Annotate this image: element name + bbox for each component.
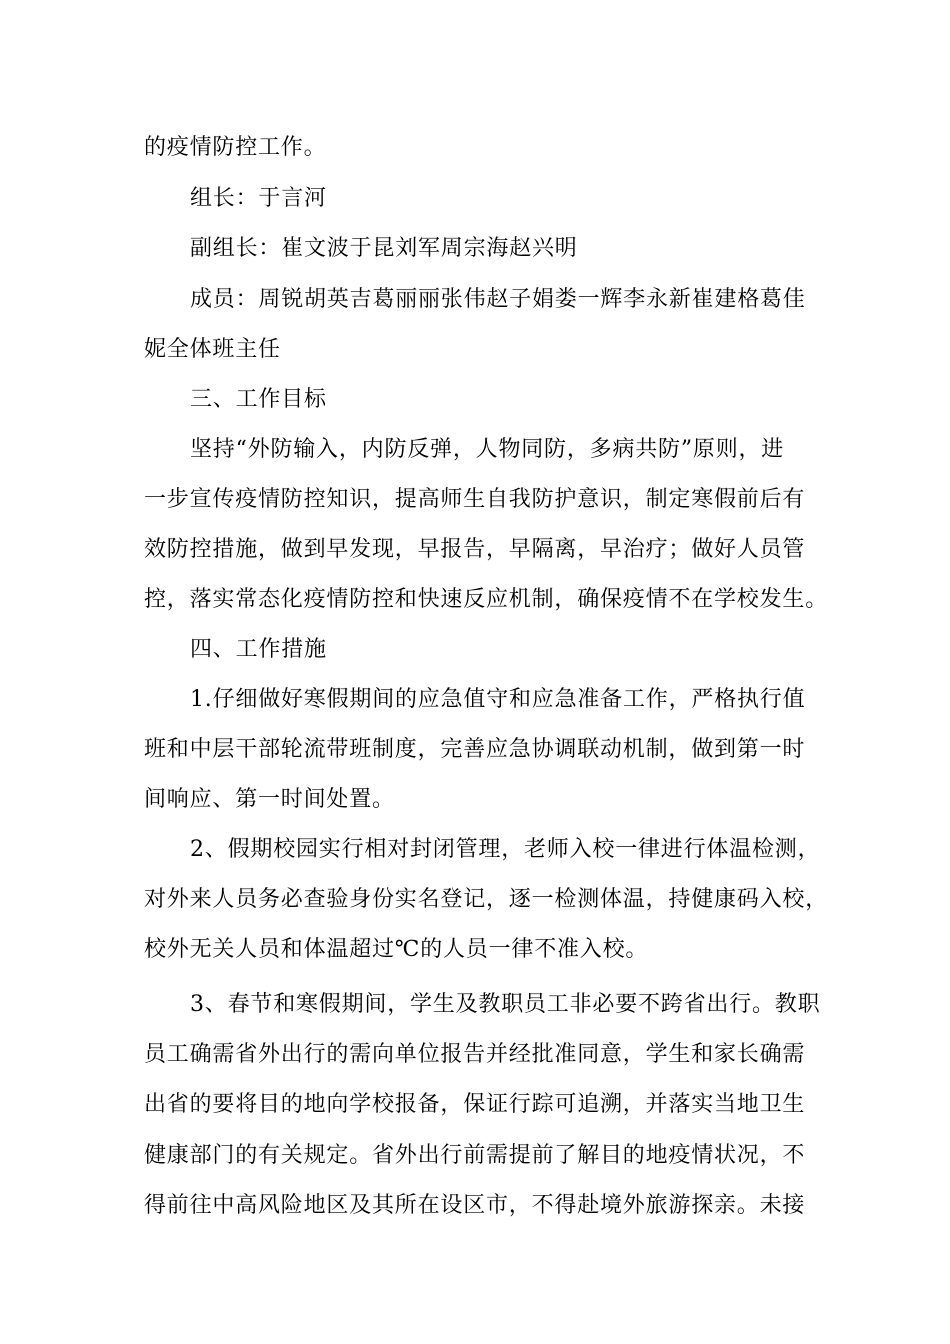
section-heading: 三、工作目标: [190, 387, 327, 412]
text-line: 2、假期校园实行相对封闭管理，老师入校一律进行体温检测，: [190, 837, 821, 862]
text-line: 副组长：崔文波于昆刘军周宗海赵兴明: [190, 236, 578, 261]
text-line: 对外来人员务必查验身份实名登记，逐一检测体温，持健康码入校，: [144, 887, 829, 912]
text-line: 控，落实常态化疫情防控和快速反应机制，确保疫情不在学校发生。: [144, 587, 829, 612]
text-line: 间响应、第一时间处置。: [144, 787, 395, 812]
text-line: 得前往中高风险地区及其所在设区市，不得赴境外旅游探亲。未接: [144, 1193, 806, 1218]
text-line: 坚持“外防输入，内防反弹，人物同防，多病共防”原则，进: [190, 437, 785, 462]
text-line: 一步宣传疫情防控知识，提高师生自我防护意识，制定寒假前后有: [144, 487, 806, 512]
text-line: 校外无关人员和体温超过℃的人员一律不准入校。: [144, 937, 649, 962]
text-line: 效防控措施，做到早发现，早报告，早隔离，早治疗；做好人员管: [144, 537, 806, 562]
text-line: 出省的要将目的地向学校报备，保证行踪可追溯，并落实当地卫生: [144, 1092, 806, 1117]
text-line: 1.仔细做好寒假期间的应急值守和应急准备工作，严格执行值: [190, 687, 806, 712]
text-line: 的疫情防控工作。: [144, 135, 327, 160]
text-line: 3、春节和寒假期间，学生及教职员工非必要不跨省出行。教职: [190, 992, 821, 1017]
text-line: 员工确需省外出行的需向单位报告并经批准同意，学生和家长确需: [144, 1042, 806, 1067]
text-line: 班和中层干部轮流带班制度，完善应急协调联动机制，做到第一时: [144, 737, 806, 762]
text-line: 成员：周锐胡英吉葛丽丽张伟赵子娟娄一辉李永新崔建格葛佳: [190, 287, 806, 312]
text-line: 妮全体班主任: [144, 337, 281, 362]
text-line: 健康部门的有关规定。省外出行前需提前了解目的地疫情状况，不: [144, 1143, 806, 1168]
text-line: 组长：于言河: [190, 186, 327, 211]
section-heading: 四、工作措施: [190, 637, 327, 662]
